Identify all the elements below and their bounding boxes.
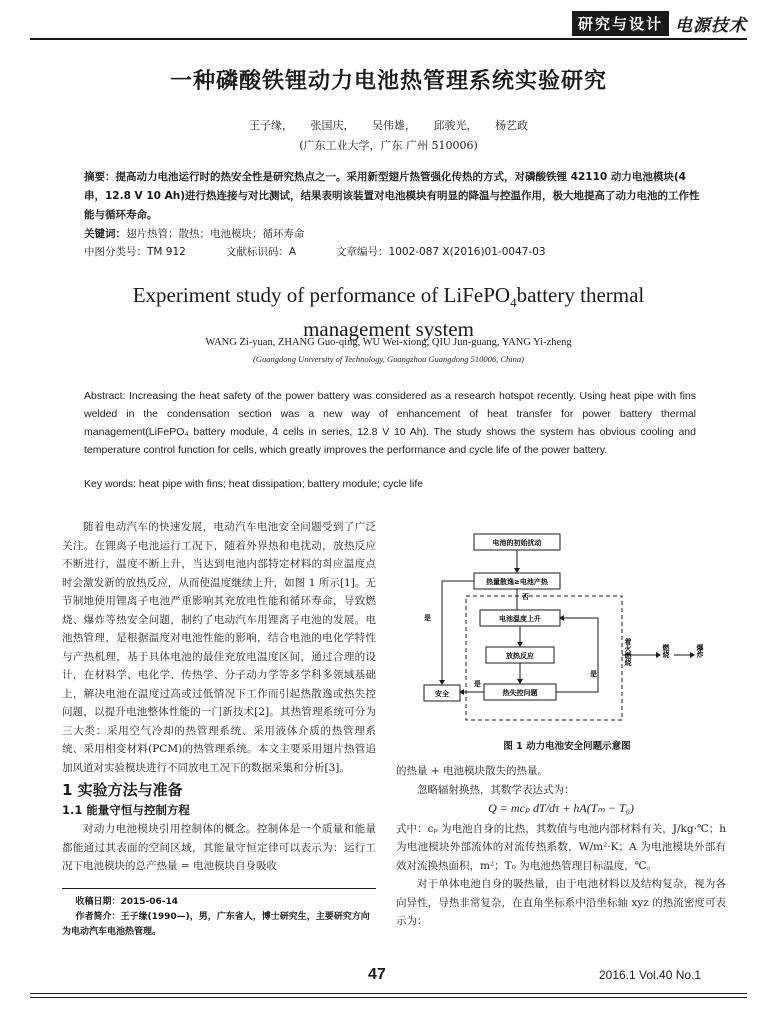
top-rule — [30, 38, 747, 40]
intro-paragraph: 随着电动汽车的快速发展，电动汽车电池安全问题受到了广泛关注。在锂离子电池运行工况下，随着外界热和电扰动，放热反应不断进行，温度不断上升，当达到电池内部特定材料的희应温度点时会激发新的放热反应，从而使温度继续上升，如图 1 所示[1]。无节制地使用锂离子电池严重影响其充放电性能和循环寿命，导致燃烧、爆炸等热安全问题，制约了电动汽车用锂离子电池的发展。电池热管理，是根据温度对电池性能的影响，结合电池的电化学特性与产热机理，基于具体电池的最佳充放电温度区间，通过合理的设计，在材料学、电化学、传热学、分子动力学等多学科多领域基础上，解决电池在温度过高或过低情况下工作而引起热散逸或热失控问题，以提升电池整体性能的一门新技术[2]。其热管理系统可分为三大类：采用空气冷却的热管理系统、采用液体介质的热管理系统、采用相变材料(PCM)的热管理系统。本文主要采用翅片热管追加风道对实验模块进行不同放电工况下的数据采集和分析[3]。 — [62, 521, 376, 774]
result-fire: 着火燃烧 — [624, 638, 632, 666]
doc-code: 文献标识码：A — [225, 246, 297, 258]
box-temp-rise-label: 电池温度上升 — [499, 615, 541, 623]
abstract-cn-text: 提高动力电池运行时的热安全性是研究热点之一。采用新型翅片热管强化传热的方式，对磷酸铁锂 42110 动力电池模块(4 串，12.8 V 10 Ah)进行热连接与对比测试，结果表明该装置对电池模块有明显的降温与控温作用，极大地提高了动力电池的工作性能与循环寿命。 — [84, 171, 700, 221]
figure-caption: 图 1 动力电池安全问题示意图 — [503, 741, 631, 752]
abstract-en: Abstract: Increasing the heat safety of the power battery was considered as a research hotspot recently. Using heat pipe with fins welded in the condensation section was a new way of enhancement of heat transfer for power battery thermal management(LiFePO₄ battery module, 4 cells in series, 12.8 V 10 Ah). The study shows the system has obvious cooling and temperature control function for cells, which greatly improves the performance and cycle life of the power battery. — [84, 390, 696, 456]
issue-info: 2016.1 Vol.40 No.1 — [599, 968, 702, 982]
classification-row — [84, 244, 546, 259]
page-title: 一种磷酸铁锂动力电池热管理系统实验研究 — [169, 69, 607, 94]
footnote — [62, 888, 376, 940]
box-exothermic-label: 放热反应 — [506, 652, 534, 660]
right-line-2: 忽略辐射换热，其数学表达式为： — [417, 783, 575, 796]
keywords-cn-text: 翅片热管；散热；电池模块；循环寿命 — [126, 228, 305, 240]
variables-paragraph: 式中：cₚ 为电池自身的比热，其数值与电池内部材料有关，J/kg·℃；h 为电池模块外部流体的对流传热系数，W/m²·K；A 为电池模块外部有效对流换热面积，m²；T₀ 为电池热管理目标温度，℃。 — [396, 822, 726, 872]
box-safe-label: 安全 — [435, 690, 449, 698]
abstract-cn-label: 摘要： — [84, 171, 116, 183]
keywords-en: Key words: heat pipe with fins; heat dissipation; battery module; cycle life — [84, 478, 424, 490]
box-heat-balance-label: 热量散逸≥电池产热 — [486, 578, 548, 586]
affiliation-en: (Guangdong University of Technology, Guangzhou Guangdong 510006, China) — [253, 354, 524, 364]
label-no: 否 — [522, 593, 529, 601]
authors-en: WANG Zi-yuan, ZHANG Guo-qing, WU Wei-xiong, QIU Jun-guang, YANG Yi-zheng — [205, 337, 572, 348]
box-thermal-runaway-label: 热失控问题 — [502, 689, 538, 697]
journal-header — [572, 10, 747, 36]
section-label: 研究与设计 — [572, 11, 669, 36]
result-burn: 燃烧 — [662, 644, 670, 658]
authors-cn: 王子缘， 张国庆， 吴伟雄， 邱骏光， 杨艺政 — [249, 119, 528, 132]
section-heading-1-1: 1.1 能量守恒与控制方程 — [62, 803, 190, 817]
energy-formula: Q = mcₚ dT/dτ + hA(Tₘ − T₀) — [488, 801, 634, 815]
author-bio: 作者简介：王子缘(1990—)，男，广东省人，博士研究生，主要研究方向为电动汽车电池热管理。 — [62, 912, 370, 937]
body-left-column — [62, 518, 376, 876]
label-yes-loop: 是 — [590, 670, 597, 678]
page-number: 47 — [368, 966, 386, 983]
body-right-column — [396, 762, 726, 931]
section-heading-1: 1 实验方法与准备 — [62, 781, 183, 799]
abstract-cn — [84, 168, 704, 244]
heat-flux-paragraph: 对于单体电池自身的吸热量，由于电池材料以及结构复杂，视为各向异性，导热非常复杂，在直角坐标系中沿坐标轴 xyz 的热流密度可表示为： — [396, 878, 726, 927]
result-explode: 爆炸 — [696, 644, 704, 658]
clc-number: 中图分类号：TM 912 — [84, 246, 186, 258]
journal-name: 电源技术 — [675, 15, 747, 36]
keywords-cn-label: 关键词： — [84, 228, 126, 240]
received-date: 收稿日期：2015-06-14 — [75, 897, 179, 907]
affiliation-cn: (广东工业大学，广东 广州 510006) — [299, 139, 478, 152]
label-yes-safe: 是 — [474, 680, 481, 688]
article-number: 文章编号：1002-087 X(2016)01-0047-03 — [336, 246, 546, 258]
label-yes-left: 是 — [424, 614, 431, 622]
flowchart-figure — [402, 520, 732, 730]
box-initial-disturbance-label: 电池的初始扰动 — [492, 539, 542, 547]
title-en: Experiment study of performance of LiFePO$_4$battery thermal management system — [132, 283, 645, 342]
bottom-rule-thin — [30, 997, 747, 998]
energy-paragraph: 对动力电池模块引用控制体的概念。控制体是一个质量和能量都能通过其表面的空间区域，其能量守恒定律可以表示为：运行工况下电池模块的总产热量 = 电池模块自身吸收 — [62, 823, 376, 872]
right-line-1: 的热量 + 电池模块散失的热量。 — [396, 765, 548, 777]
bottom-rule — [30, 993, 747, 994]
